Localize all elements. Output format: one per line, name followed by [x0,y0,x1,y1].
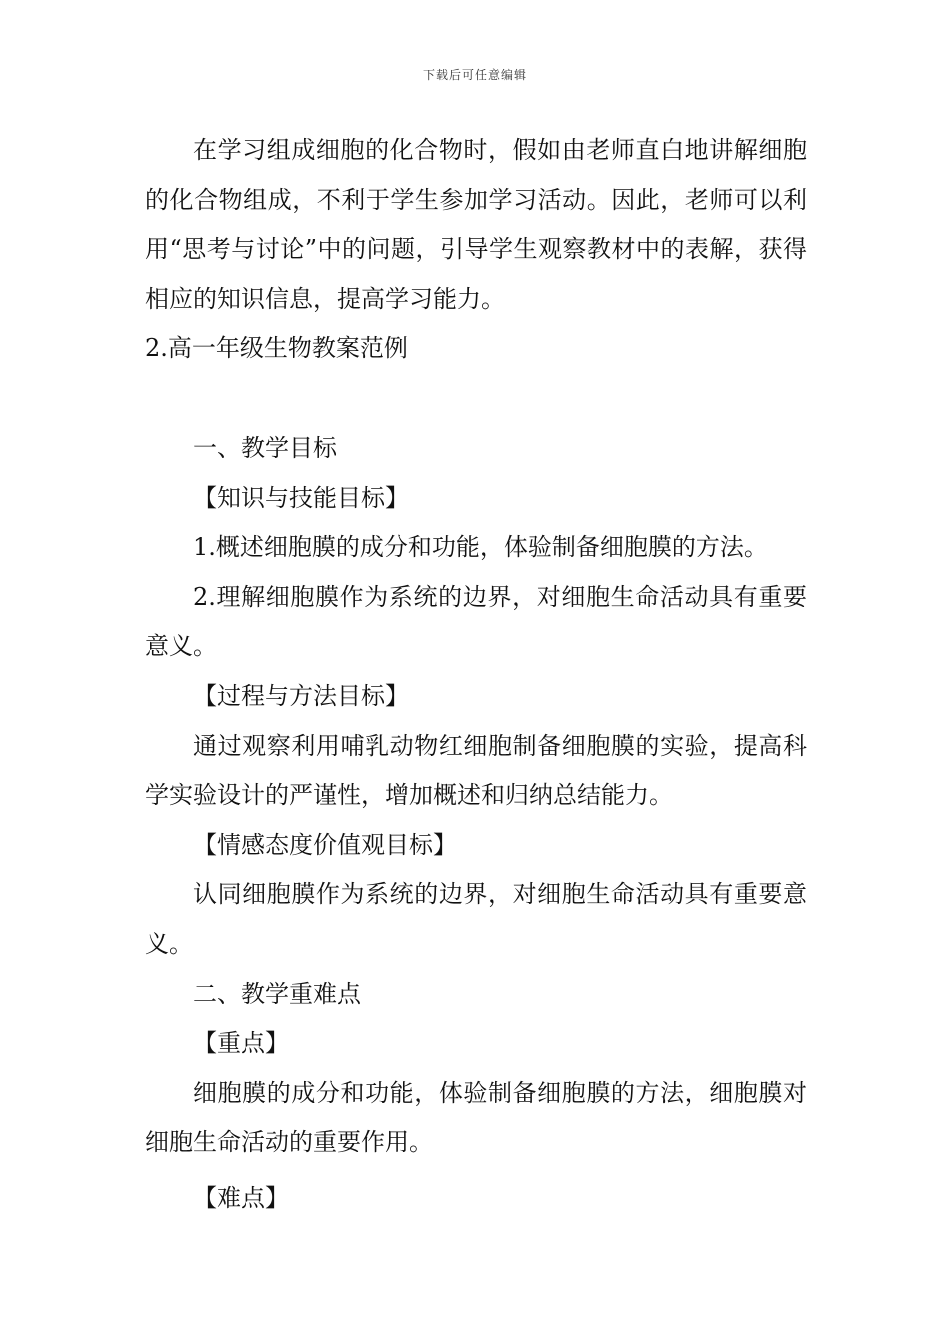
blank-line [145,374,807,424]
process-paragraph: 通过观察利用哺乳动物红细胞制备细胞膜的实验，提高科学实验设计的严谨性，增加概述和归纳总结能力。 [145,731,807,810]
document-body [145,126,807,1223]
intro-paragraph: 在学习组成细胞的化合物时，假如由老师直白地讲解细胞的化合物组成，不利于学生参加学习活动。因此，老师可以利用“思考与讨论”中的问题，引导学生观察教材中的表解，获得相应的知识信息，提高学习能力。 [145,136,807,313]
heading-keypoints: 二、教学重难点 [193,979,361,1008]
header-note: 下载后可任意编辑 [422,68,527,82]
knowledge-item-1: 1.概述细胞膜的成分和功能，体验制备细胞膜的方法。 [193,533,768,562]
heading-difficult: 【难点】 [193,1183,289,1212]
heading-process: 【过程与方法目标】 [193,681,409,710]
heading-knowledge: 【知识与技能目标】 [193,483,409,512]
heading-emotion: 【情感态度价值观目标】 [193,830,457,859]
section-title: 2.高一年级生物教案范例 [145,334,408,363]
knowledge-item-2: 2.理解细胞膜作为系统的边界，对细胞生命活动具有重要意义。 [145,582,807,661]
emotion-paragraph: 认同细胞膜作为系统的边界，对细胞生命活动具有重要意义。 [145,880,807,958]
key-paragraph: 细胞膜的成分和功能，体验制备细胞膜的方法，细胞膜对细胞生命活动的重要作用。 [145,1078,807,1157]
heading-objectives: 一、教学目标 [193,433,337,462]
heading-key: 【重点】 [193,1029,289,1058]
